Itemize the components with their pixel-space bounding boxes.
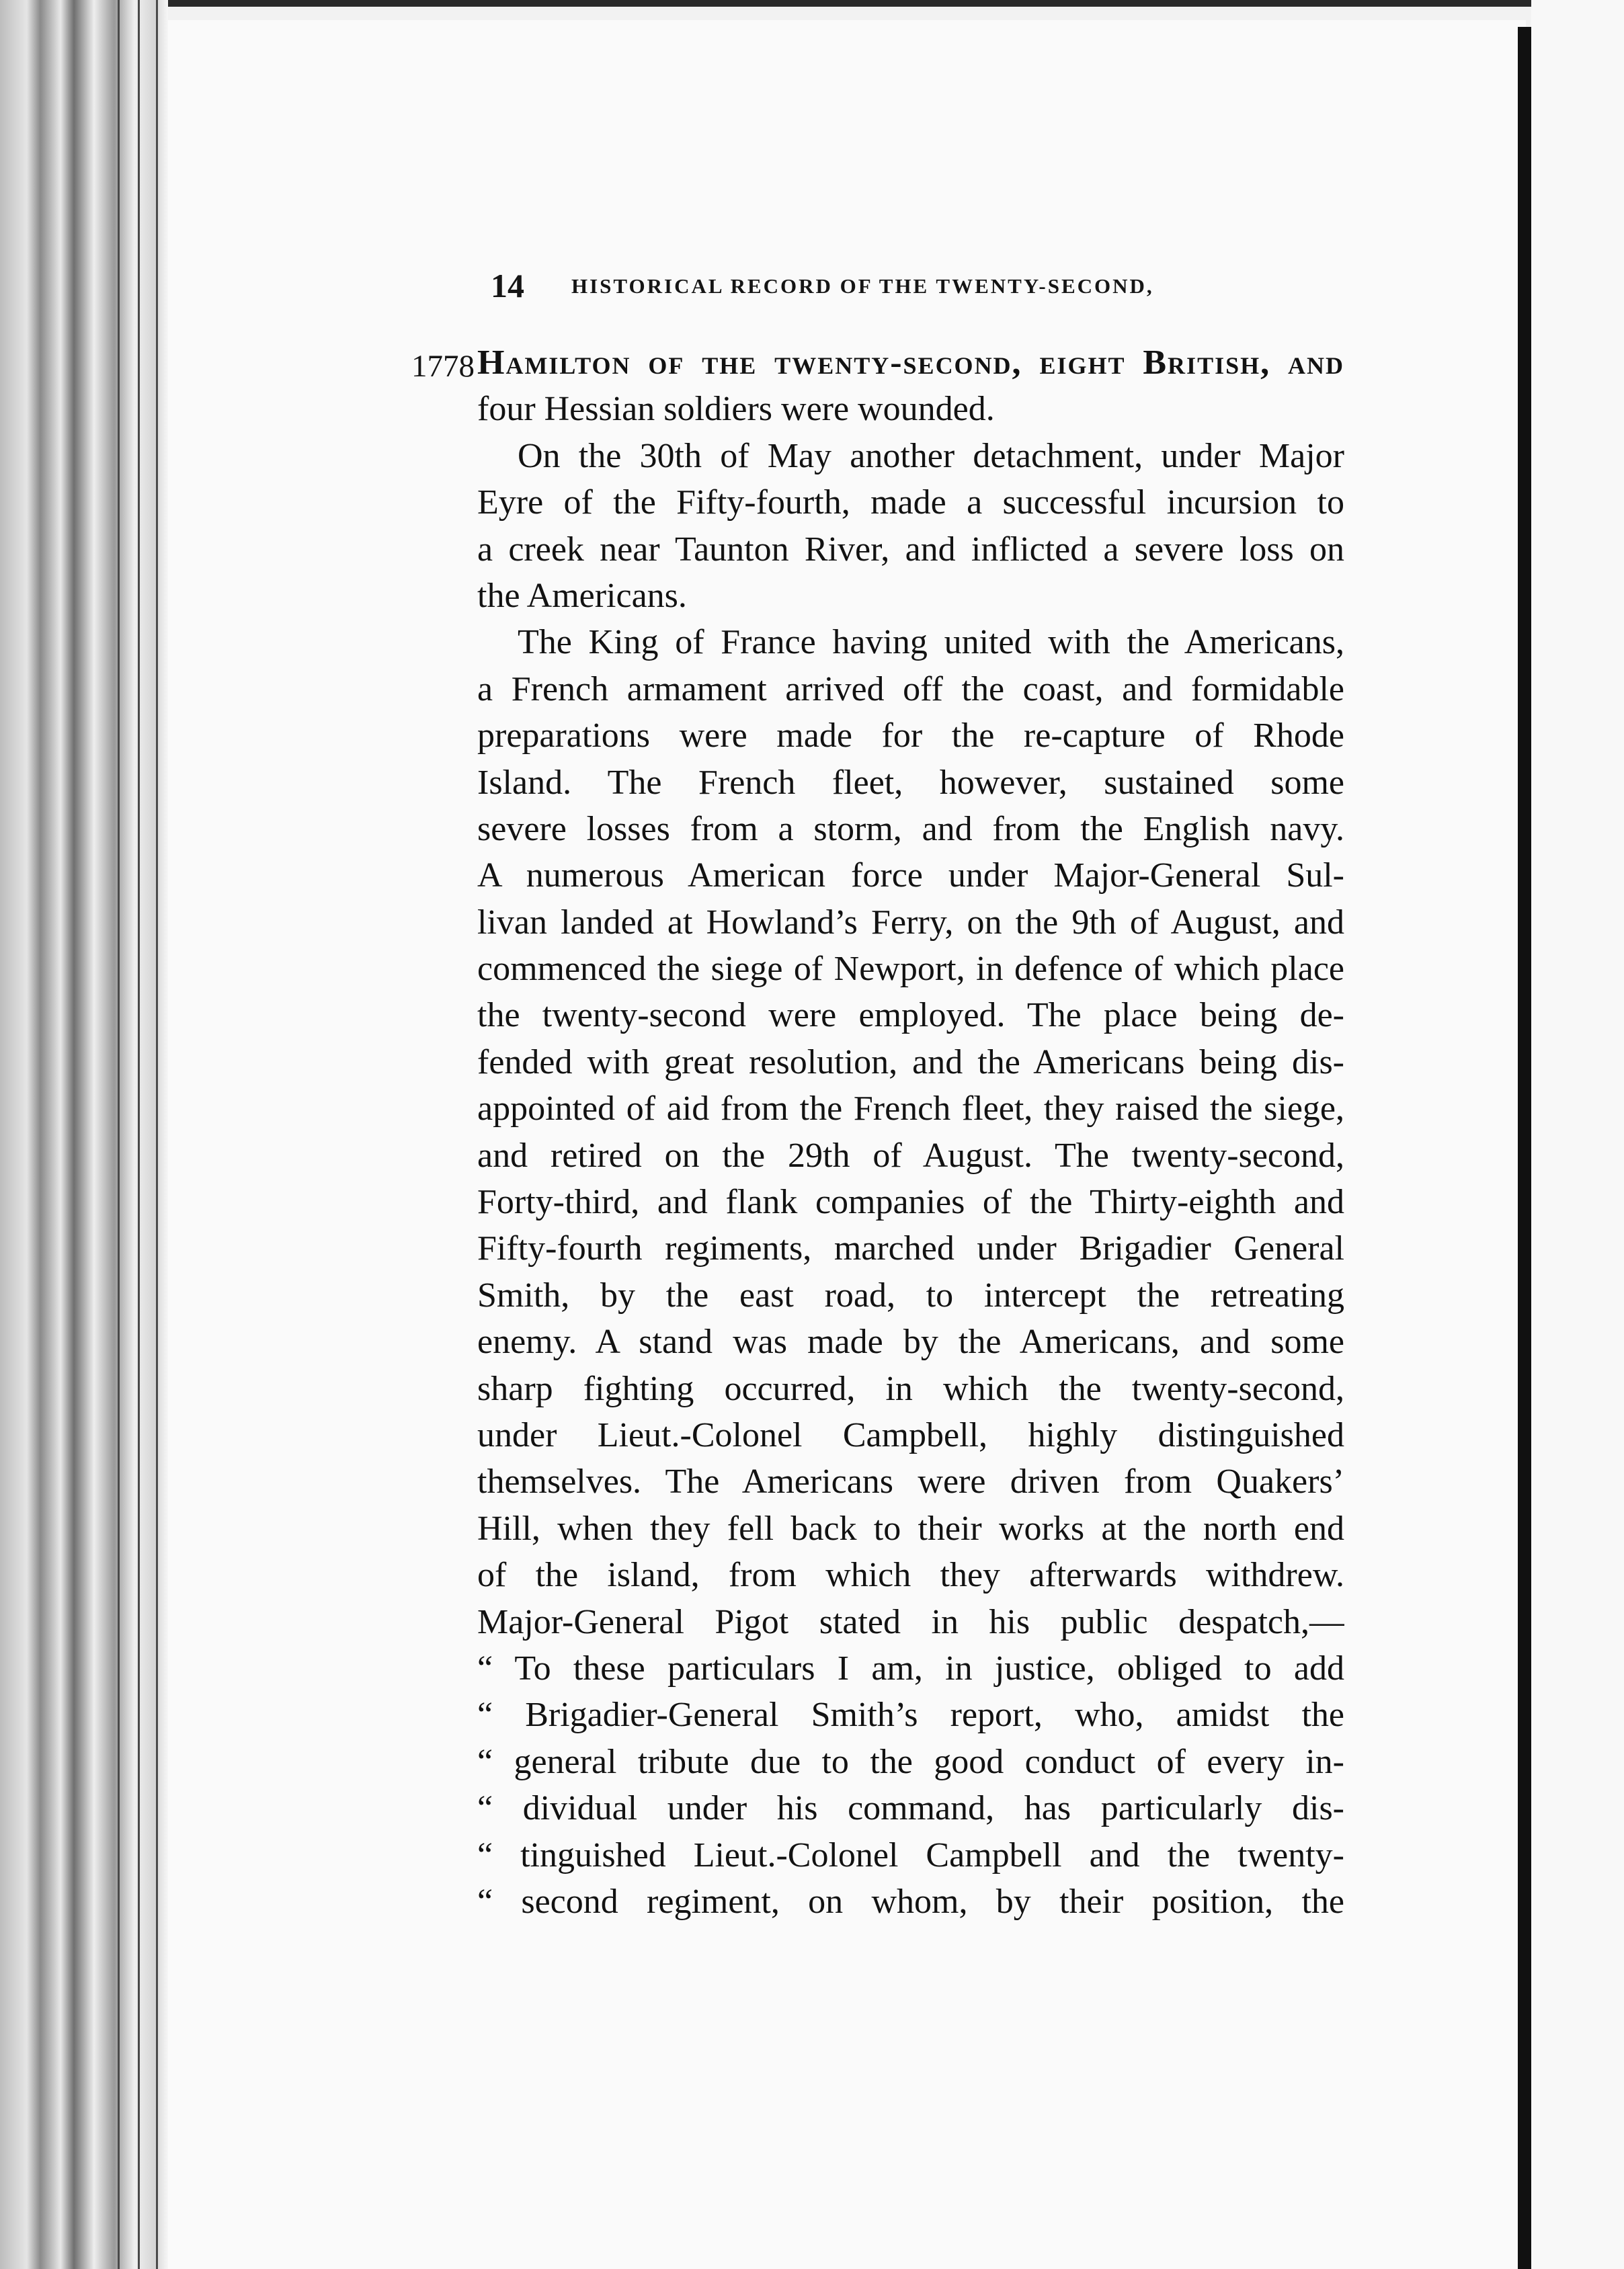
right-margin — [1531, 0, 1624, 2269]
text-line: Island. The French fleet, however, sustained some — [477, 763, 1344, 802]
quote-line: “ dividual under his command, has particularly dis- — [477, 1789, 1344, 1828]
book-spine-edge — [0, 0, 168, 2269]
text-line: themselves. The Americans were driven from Quakers’ — [477, 1462, 1344, 1501]
text-line: under Lieut.-Colonel Campbell, highly distinguished — [477, 1415, 1344, 1454]
text-line: Hamilton of the twenty-second, eight British, and — [477, 343, 1344, 382]
text-line: The King of France having united with the Americans, — [518, 623, 1344, 662]
page-right-edge — [1518, 27, 1531, 2269]
page-top-edge — [168, 0, 1533, 7]
text-line: a creek near Taunton River, and inflicted a severe loss on — [477, 530, 1344, 569]
page-header — [491, 266, 1331, 313]
text-line: preparations were made for the re-capture of Rhode — [477, 716, 1344, 755]
page-stack-line — [118, 0, 120, 2269]
quote-line: “ To these particulars I am, in justice, obliged to add — [477, 1649, 1344, 1688]
running-head: HISTORICAL RECORD OF THE TWENTY-SECOND, — [571, 274, 1154, 298]
quote-line: “ second regiment, on whom, by their position, the — [477, 1882, 1344, 1921]
text-line: four Hessian soldiers were wounded. — [477, 390, 995, 429]
page-stack-line — [156, 0, 158, 2269]
body-text — [477, 339, 1344, 1925]
text-line: a French armament arrived off the coast, and formidable — [477, 669, 1344, 708]
text-line: livan landed at Howland’s Ferry, on the 9th of August, and — [477, 903, 1344, 942]
quote-line: “ Brigadier-General Smith’s report, who, amidst the — [477, 1696, 1344, 1735]
text-line: the Americans. — [477, 576, 687, 615]
text-line: of the island, from which they afterwards withdrew. — [477, 1556, 1344, 1595]
text-line: sharp fighting occurred, in which the twenty-second, — [477, 1369, 1344, 1408]
text-line: Hill, when they fell back to their works at the north end — [477, 1509, 1344, 1548]
text-line: A numerous American force under Major-General Sul- — [477, 856, 1344, 895]
text-line: Eyre of the Fifty-fourth, made a successful incursion to — [477, 483, 1344, 522]
text-line: appointed of aid from the French fleet, they raised the siege, — [477, 1089, 1344, 1128]
text-line: the twenty-second were employed. The place being de- — [477, 996, 1344, 1035]
text-line: and retired on the 29th of August. The twenty-second, — [477, 1136, 1344, 1175]
text-line: Major-General Pigot stated in his public despatch,— — [477, 1602, 1344, 1641]
quote-line: “ general tribute due to the good conduct of every in- — [477, 1742, 1344, 1781]
text-line: On the 30th of May another detachment, under Major — [518, 436, 1344, 475]
margin-year: 1778 — [411, 349, 475, 384]
page-stack-line — [138, 0, 140, 2269]
text-line: severe losses from a storm, and from the English navy. — [477, 809, 1344, 848]
text-line: fended with great resolution, and the Americans being dis- — [477, 1042, 1344, 1081]
quote-line: “ tinguished Lieut.-Colonel Campbell and the twenty- — [477, 1835, 1344, 1874]
text-line: commenced the siege of Newport, in defence of which place — [477, 950, 1344, 989]
text-line: enemy. A stand was made by the Americans, and some — [477, 1323, 1344, 1362]
page-number: 14 — [491, 267, 524, 304]
text-line: Fifty-fourth regiments, marched under Brigadier General — [477, 1229, 1344, 1268]
text-line: Forty-third, and flank companies of the Thirty-eighth and — [477, 1183, 1344, 1222]
text-line: Smith, by the east road, to intercept the retreating — [477, 1276, 1344, 1315]
